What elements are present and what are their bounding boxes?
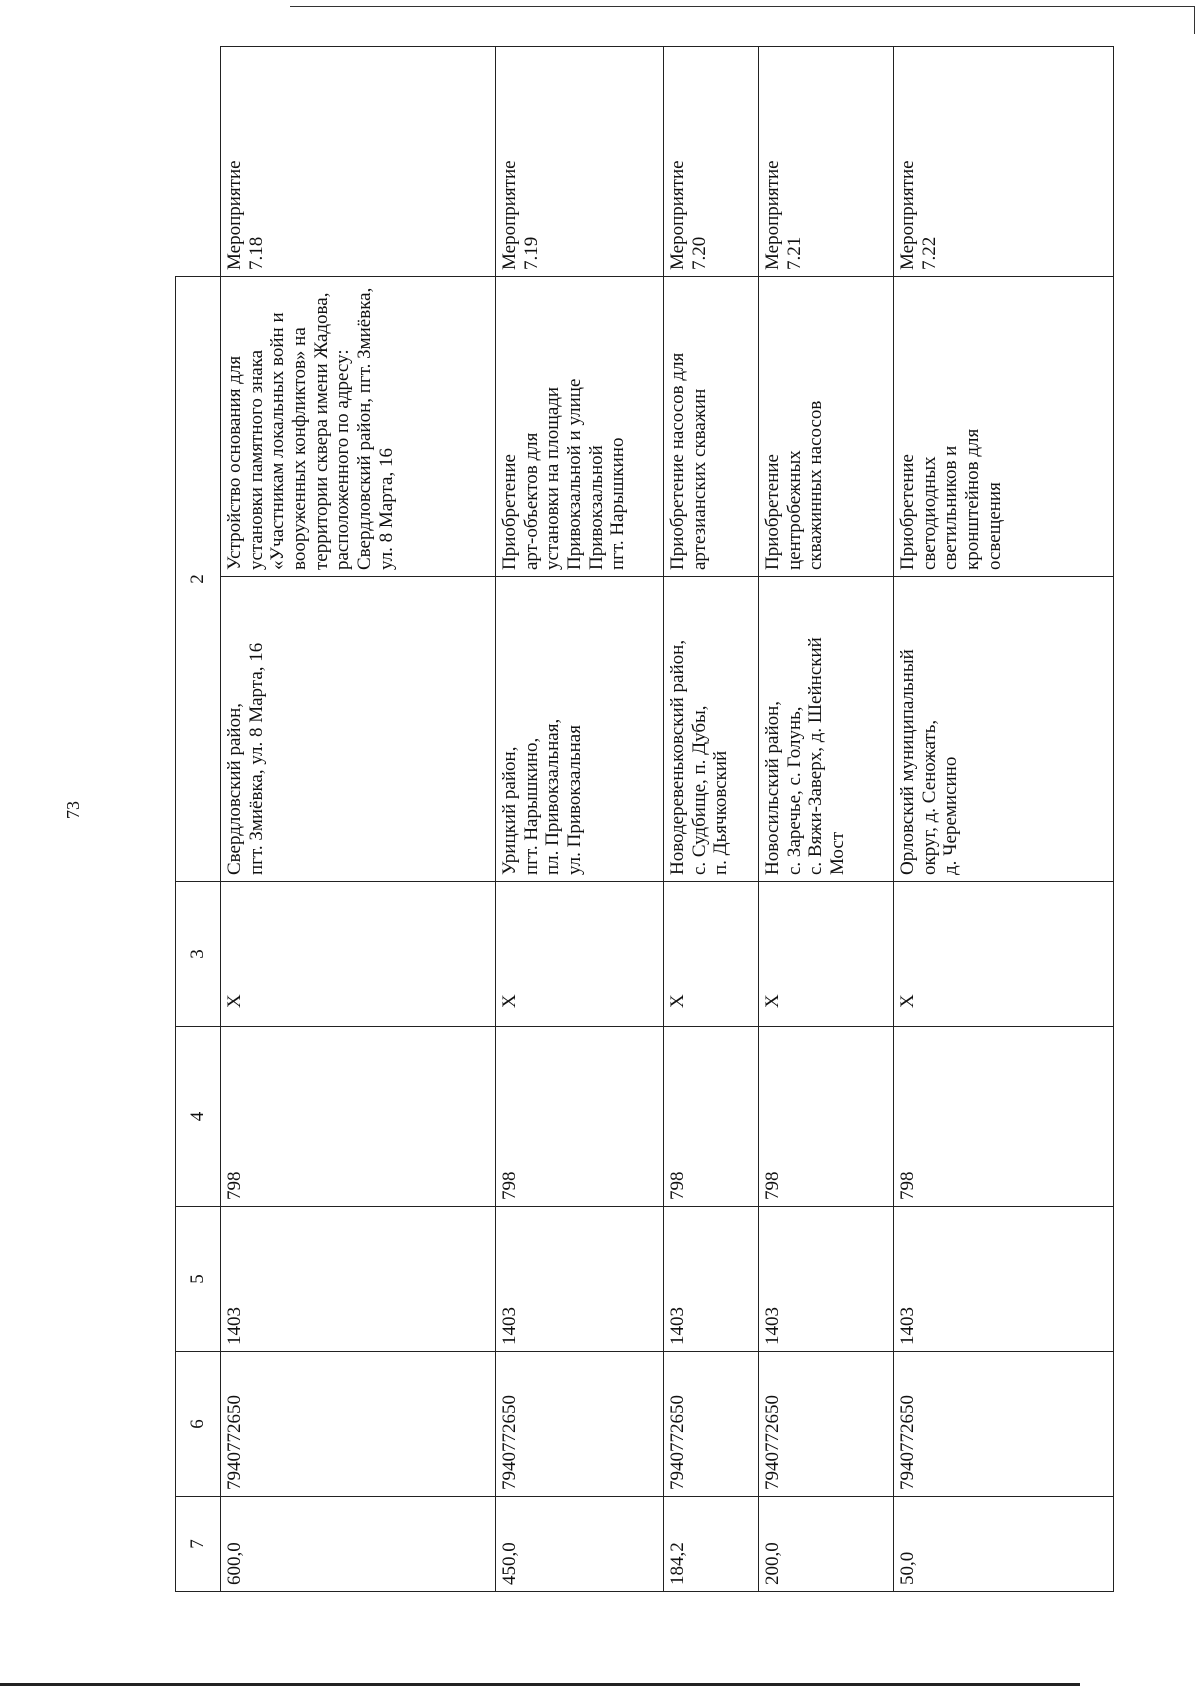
cell-description: Приобретение центробежных скважинных насосов [759, 277, 894, 577]
cell-section: 1403 [221, 1207, 496, 1352]
cell-event: Мероприятие 7.18 [221, 47, 496, 277]
cell-department: 798 [221, 1027, 496, 1207]
cell-amount: 184,2 [664, 1497, 759, 1592]
cell-location: Свердловский район, пгт. Змиёвка, ул. 8 Марта, 16 [221, 577, 496, 882]
table-row [221, 47, 496, 1592]
table-row [894, 47, 1114, 1592]
cell-department: 798 [496, 1027, 664, 1207]
cell-event: Мероприятие 7.19 [496, 47, 664, 277]
cell-col3: X [894, 882, 1114, 1027]
header-col-2: 3 [176, 882, 221, 1027]
table-row [759, 47, 894, 1592]
cell-section: 1403 [664, 1207, 759, 1352]
cell-department: 798 [894, 1027, 1114, 1207]
header-col-1: 2 [176, 277, 221, 882]
header-col-3: 4 [176, 1027, 221, 1207]
cell-code: 7940772650 [221, 1352, 496, 1497]
table-row [664, 47, 759, 1592]
cell-location: Новодеревеньковский район, с. Судбище, п. Дубы, п. Дьячковский [664, 577, 759, 882]
events-table [175, 46, 1114, 1592]
cell-amount: 450,0 [496, 1497, 664, 1592]
right-rule [1194, 6, 1195, 34]
cell-description: Устройство основания для установки памятного знака «Участникам локальных войн и вооруженных конфликтов» на территории сквера имени Жадова, расположенного по адресу: Свердловский район, пгт. Змиёвка, ул. 8 Марта, 16 [221, 277, 496, 577]
cell-section: 1403 [496, 1207, 664, 1352]
cell-event: Мероприятие 7.20 [664, 47, 759, 277]
header-col-6: 7 [176, 1497, 221, 1592]
cell-event: Мероприятие 7.22 [894, 47, 1114, 277]
cell-code: 7940772650 [664, 1352, 759, 1497]
cell-col3: X [221, 882, 496, 1027]
cell-code: 7940772650 [496, 1352, 664, 1497]
header-row [176, 47, 221, 1592]
cell-amount: 50,0 [894, 1497, 1114, 1592]
cell-section: 1403 [894, 1207, 1114, 1352]
header-col-4: 5 [176, 1207, 221, 1352]
cell-col3: X [664, 882, 759, 1027]
cell-department: 798 [759, 1027, 894, 1207]
cell-code: 7940772650 [894, 1352, 1114, 1497]
cell-col3: X [759, 882, 894, 1027]
cell-amount: 200,0 [759, 1497, 894, 1592]
cell-location: Урицкий район, пгт. Нарышкино, пл. Привокзальная, ул. Привокзальная [496, 577, 664, 882]
cell-amount: 600,0 [221, 1497, 496, 1592]
top-rule [290, 6, 1195, 7]
page-number: 73 [63, 801, 83, 819]
rotated-table-wrapper [175, 47, 1110, 1592]
cell-description: Приобретение насосов для артезианских скважин [664, 277, 759, 577]
cell-description: Приобретение арт-объектов для установки на площади Привокзальной и улице Привокзальной пгт. Нарышкино [496, 277, 664, 577]
bottom-rule [0, 1683, 1080, 1686]
cell-location: Новосильский район, с. Заречье, с. Голунь, с. Вяжи-Заверх, д. Шейнский Мост [759, 577, 894, 882]
header-col-5: 6 [176, 1352, 221, 1497]
table-row [496, 47, 664, 1592]
cell-department: 798 [664, 1027, 759, 1207]
cell-col3: X [496, 882, 664, 1027]
cell-section: 1403 [759, 1207, 894, 1352]
cell-location: Орловский муниципальный округ, д. Сеножать, д. Черемисино [894, 577, 1114, 882]
cell-event: Мероприятие 7.21 [759, 47, 894, 277]
cell-description: Приобретение светодиодных светильников и кронштейнов для освещения [894, 277, 1114, 577]
cell-code: 7940772650 [759, 1352, 894, 1497]
